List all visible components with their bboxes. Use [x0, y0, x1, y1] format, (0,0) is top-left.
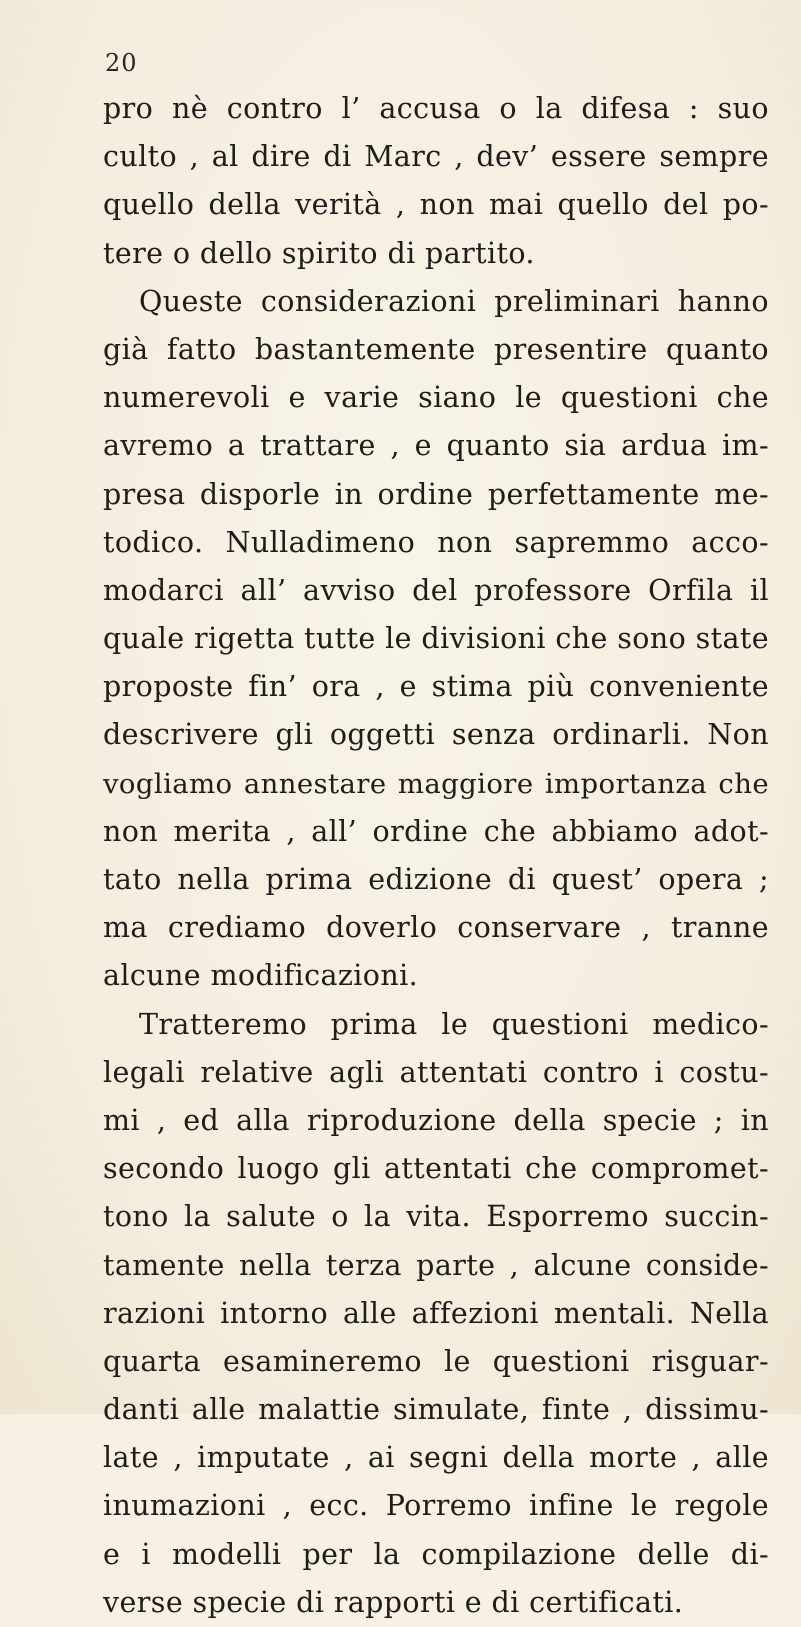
text-line: pro nè contro l’ accusa o la difesa : suo — [103, 92, 769, 125]
text-line: Tratteremo prima le questioni medico- — [139, 1007, 769, 1041]
text-line: tono la salute o la vita. Esporremo succin- — [103, 1200, 769, 1234]
text-line: già fatto bastantemente presentire quanto — [103, 332, 769, 366]
text-line: legali relative agli attentati contro i costu- — [103, 1055, 769, 1089]
text-line: numerevoli e varie siano le questioni che — [103, 381, 769, 415]
text-line: verse specie di rapporti e di certificati. — [103, 1585, 684, 1619]
text-line: presa disporle in ordine perfettamente me- — [103, 477, 769, 511]
text-line: quarta esamineremo le questioni risguar- — [103, 1344, 769, 1378]
page-number: 20 — [105, 49, 138, 77]
text-line: non merita , all’ ordine che abbiamo adot- — [103, 814, 769, 848]
text-line: inumazioni , ecc. Porremo infine le regole — [103, 1489, 769, 1523]
text-line: tato nella prima edizione di quest’ opera ; — [103, 863, 769, 896]
text-line: e i modelli per la compilazione delle di- — [103, 1537, 769, 1571]
text-line: culto , al dire di Marc , dev’ essere sempre — [103, 140, 769, 174]
text-line: Queste considerazioni preliminari hanno — [139, 284, 769, 318]
text-line: late , imputate , ai segni della morte , alle — [103, 1441, 769, 1475]
text-line: modarci all’ avviso del professore Orfila il — [103, 573, 769, 607]
text-line: tere o dello spirito di partito. — [103, 236, 535, 270]
text-line: descrivere gli oggetti senza ordinarli. Non — [103, 718, 769, 752]
text-line: ma crediamo doverlo conservare , tranne — [103, 911, 769, 945]
text-line: mi , ed alla riproduzione della specie ; in — [103, 1103, 769, 1137]
text-line: vogliamo annestare maggiore importanza che — [103, 767, 769, 800]
text-line: proposte fin’ ora , e stima più conveniente — [103, 670, 769, 704]
text-line: tamente nella terza parte , alcune conside- — [103, 1248, 769, 1282]
text-line: todico. Nulladimeno non sapremmo acco- — [103, 525, 769, 559]
text-line: avremo a trattare , e quanto sia ardua im- — [103, 429, 769, 463]
text-line: quale rigetta tutte le divisioni che sono state — [103, 622, 769, 656]
text-line: danti alle malattie simulate, finte , dissimu- — [103, 1393, 769, 1427]
body-text — [103, 85, 769, 1627]
text-line: razioni intorno alle affezioni mentali. Nella — [103, 1296, 769, 1330]
text-line: alcune modificazioni. — [103, 959, 419, 993]
text-line: quello della verità , non mai quello del po- — [103, 188, 769, 222]
text-line: secondo luogo gli attentati che compromet- — [103, 1152, 769, 1186]
